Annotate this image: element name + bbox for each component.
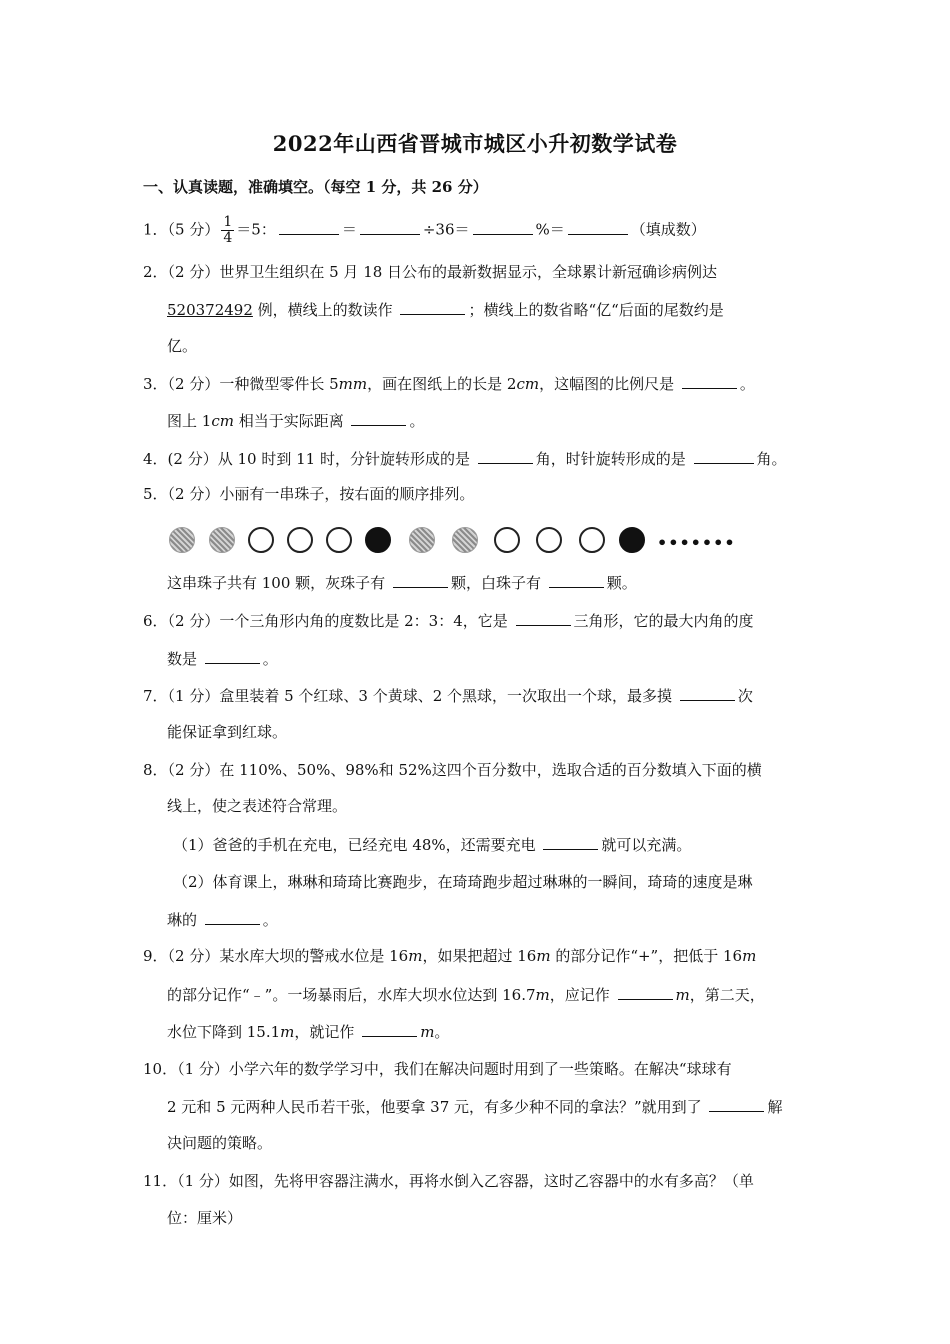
unit-m: m: [408, 947, 423, 965]
fraction-numerator: 1: [223, 214, 233, 230]
white-bead: [536, 527, 562, 553]
q1-text: ＝: [341, 220, 357, 239]
q4-text: 角，时针旋转形成的是: [535, 450, 691, 468]
question-2-line-1: 2．（2 分）世界卫生组织在 5 月 18 日公布的最新数据显示，全球累计新冠确诊病例达: [143, 263, 718, 281]
answer-blank[interactable]: [351, 410, 406, 426]
q6-text: 。: [262, 650, 278, 668]
q8-text: 琳的: [167, 911, 202, 929]
answer-blank[interactable]: [709, 1096, 764, 1112]
q2-text: 例，横线上的数读作: [252, 301, 398, 319]
answer-blank[interactable]: [543, 834, 598, 850]
section-heading: 一、认真读题，准确填空。（每空 1 分，共 26 分）: [143, 178, 488, 196]
continuation-dots: •••••••: [657, 533, 736, 552]
q4-text: 4．(2 分）从 10 时到 11 时，分针旋转形成的是: [143, 450, 475, 468]
question-8-sub-2-cont: [167, 909, 278, 930]
q9-text: 的部分记作“﹣”。一场暴雨后，水库大坝水位达到 16.7: [167, 986, 536, 1004]
question-6-line-1: [143, 610, 754, 631]
question-3-line-1: [143, 373, 755, 394]
q2-text: ；横线上的数省略“亿“后面的尾数约是: [468, 301, 724, 319]
question-3-line-2: [167, 410, 425, 431]
question-9-line-1: [143, 946, 756, 966]
answer-blank[interactable]: [516, 610, 571, 626]
q6-text: 6．（2 分）一个三角形内角的度数比是 2：3：4，它是: [143, 612, 513, 630]
answer-blank[interactable]: [682, 373, 737, 389]
question-8-sub-2: （2）体育课上，琳琳和琦琦比赛跑步，在琦琦跑步超过琳琳的一瞬间，琦琦的速度是琳: [173, 873, 753, 891]
q1-text: %＝: [535, 220, 565, 239]
unit-m: m: [420, 1023, 435, 1041]
bead-sequence-figure: [167, 523, 736, 557]
question-11-line-2: 位：厘米）: [167, 1209, 243, 1227]
answer-blank[interactable]: [618, 984, 673, 1000]
question-7-line-2: 能保证拿到红球。: [167, 723, 288, 741]
white-bead: [287, 527, 313, 553]
fraction-denominator: 4: [223, 230, 233, 246]
unit-m: m: [675, 986, 690, 1004]
question-9-line-2: [167, 984, 765, 1005]
q6-text: 数是: [167, 650, 202, 668]
q3-text: 。: [409, 412, 425, 430]
q3-text: 图上 1: [167, 412, 212, 430]
answer-blank[interactable]: [360, 219, 420, 235]
case-number: 520372492: [167, 301, 253, 319]
question-2-line-3: 亿。: [167, 337, 198, 355]
answer-blank[interactable]: [680, 685, 735, 701]
unit-cm: cm: [516, 375, 540, 393]
grey-bead: [169, 527, 195, 553]
unit-mm: mm: [338, 375, 368, 393]
unit-cm: cm: [211, 412, 234, 430]
q9-text: 的部分记作“+”，把低于 16: [550, 947, 743, 965]
answer-blank[interactable]: [694, 448, 754, 464]
answer-blank[interactable]: [279, 219, 339, 235]
q6-text: 三角形，它的最大内角的度: [573, 612, 754, 630]
q7-text: 7．（1 分）盒里装着 5 个红球、3 个黄球、2 个黑球，一次取出一个球，最多摸: [143, 687, 677, 705]
white-bead: [248, 527, 274, 553]
question-7-line-1: [143, 685, 753, 706]
question-9-line-3: [167, 1021, 449, 1042]
question-11-line-1: 11．（1 分）如图，先将甲容器注满水，再将水倒入乙容器，这时乙容器中的水有多高？（单: [143, 1172, 754, 1190]
q1-text: ＝5：: [236, 220, 276, 239]
q9-text: ，第二天，: [689, 986, 765, 1004]
grey-bead: [452, 527, 478, 553]
answer-blank[interactable]: [549, 572, 604, 588]
question-1: [143, 215, 706, 246]
question-5-line-1: 5．（2 分）小丽有一串珠子，按右面的顺序排列。: [143, 485, 475, 503]
black-bead: [619, 527, 645, 553]
answer-blank[interactable]: [400, 299, 465, 315]
q1-prefix: 1．（5 分）: [143, 220, 220, 239]
q9-text: 。: [434, 1023, 450, 1041]
question-10-line-3: 决问题的策略。: [167, 1134, 273, 1152]
q8-text: （1）爸爸的手机在充电，已经充电 48%，还需要充电: [173, 836, 541, 854]
q9-text: ，应记作: [549, 986, 615, 1004]
q4-text: 角。: [756, 450, 787, 468]
unit-m: m: [536, 947, 551, 965]
q3-text: ，画在图纸上的长是 2: [367, 375, 517, 393]
grey-bead: [209, 527, 235, 553]
q8-text: 就可以充满。: [601, 836, 692, 854]
question-10-line-2: [167, 1096, 782, 1117]
answer-blank[interactable]: [478, 448, 533, 464]
q5-text: 这串珠子共有 100 颗，灰珠子有: [167, 574, 390, 592]
white-bead: [326, 527, 352, 553]
question-6-line-2: [167, 648, 278, 669]
answer-blank[interactable]: [205, 648, 260, 664]
answer-blank[interactable]: [393, 572, 448, 588]
answer-blank[interactable]: [568, 219, 628, 235]
question-2-line-2: [167, 299, 724, 320]
unit-m: m: [535, 986, 550, 1004]
q5-text: 颗，白珠子有: [450, 574, 546, 592]
q3-text: ，这幅图的比例尺是: [539, 375, 679, 393]
question-8-line-1: 8．（2 分）在 110%、50%、98%和 52%这四个百分数中，选取合适的百分数填入下面的横: [143, 761, 762, 779]
q1-text: （填成数）: [630, 220, 706, 239]
answer-blank[interactable]: [205, 909, 260, 925]
q10-text: 2 元和 5 元两种人民币若干张，他要拿 37 元，有多少种不同的拿法？”就用到了: [167, 1098, 707, 1116]
grey-bead: [409, 527, 435, 553]
question-5-line-2: [167, 572, 637, 593]
q5-text: 颗。: [606, 574, 637, 592]
question-10-line-1: 10．（1 分）小学六年的数学学习中，我们在解决问题时用到了一些策略。在解决“球球有: [143, 1060, 732, 1078]
q9-text: 9．（2 分）某水库大坝的警戒水位是 16: [143, 947, 409, 965]
question-8-line-2: 线上，使之表述符合常理。: [167, 797, 348, 815]
fraction-one-quarter: [221, 215, 234, 246]
q8-text: 。: [262, 911, 278, 929]
white-bead: [579, 527, 605, 553]
black-bead: [365, 527, 391, 553]
q3-text: 相当于实际距离: [233, 412, 349, 430]
question-4: [143, 448, 787, 469]
question-8-sub-1: [173, 834, 691, 855]
q3-text: 3．（2 分）一种微型零件长 5: [143, 375, 339, 393]
q10-text: 解: [767, 1098, 783, 1116]
q3-text: 。: [739, 375, 755, 393]
q1-text: ÷36＝: [422, 220, 470, 239]
white-bead: [494, 527, 520, 553]
q9-text: 水位下降到 15.1: [167, 1023, 281, 1041]
unit-m: m: [742, 947, 757, 965]
q7-text: 次: [737, 687, 753, 705]
q9-text: ，如果把超过 16: [422, 947, 537, 965]
q9-text: ，就记作: [294, 1023, 360, 1041]
answer-blank[interactable]: [362, 1021, 417, 1037]
page-title: 2022年山西省晋城市城区小升初数学试卷: [272, 131, 678, 156]
answer-blank[interactable]: [473, 219, 533, 235]
unit-m: m: [280, 1023, 295, 1041]
